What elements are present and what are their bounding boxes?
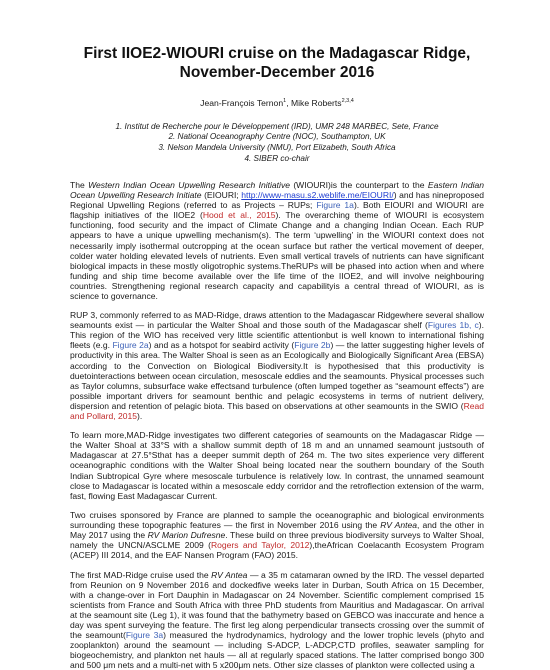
italic-text: RV Antea — [380, 520, 418, 531]
figure-reference-link[interactable]: Figure 2b — [294, 340, 331, 351]
paragraph-text: The — [70, 180, 89, 191]
author-list — [70, 96, 484, 109]
author-name: Jean-François Ternon — [200, 97, 284, 108]
author-name: Mike Roberts — [290, 97, 342, 108]
affiliation-item: 2. National Oceanography Centre (NOC), Southampton, UK — [168, 132, 386, 142]
paragraph — [70, 430, 484, 500]
affiliation-list — [70, 122, 484, 164]
paragraph-text: ) — the latter suggesting higher levels of productivity in this area. The Walter Shoal is seen as an Ecologically and Biologically Significant Area (EBSA) according to the Convection on Biological Biodiversity.It is hypothesised that this productivity is duetointeractions between ocean circulation, mesoscale eddies and the seamounts. Physical processes such as Taylor columns, subsurface wake effectsand turbulence (often lumped together as “seamount effects”) are possible important drivers for seamount benthic and pelagic ecosystems in terms of nutrient delivery, dispersion and retention of pelagic biota. This based on observations at other seamounts in the SWIO ( — [70, 340, 485, 411]
figure-reference-link[interactable]: Figure 2a — [112, 340, 149, 351]
paragraph — [70, 510, 484, 560]
figure-reference-link[interactable]: Figure 1a — [316, 200, 354, 211]
paragraph-text: ). This region of the WIO has received very little scientific attentionbut is well known to international fishing fleets (e.g. — [70, 320, 484, 351]
url-link[interactable]: http://www-masu.s2.weblife.me/EIOURI/ — [241, 190, 394, 201]
citation-link[interactable]: Read and Pollard, 2015 — [70, 400, 484, 421]
affiliation-item: 1. Institut de Recherche pour le Développement (IRD), UMR 248 MARBEC, Sete, France — [115, 121, 439, 131]
paragraph-text: (EIOURI; — [201, 190, 242, 201]
figure-reference-link[interactable]: Figure 3a — [125, 630, 164, 641]
paragraph-text: ) and has nineproposed Regional Upwelling Regions (referred to as Projects – RUPs; — [70, 190, 484, 211]
italic-text: RV Marion Dufresne — [147, 530, 226, 541]
body-text — [70, 180, 484, 670]
paragraph-text: RUP 3, commonly referred to as MAD-Ridge, draws attention to the Madagascar Ridgewhere several shallow seamounts exist — in particular the Walter Shoal and those south of the Madagascar shelf ( — [70, 310, 484, 331]
paragraph-text: ),theAfrican Coelacanth Ecosystem Program (ACEP) III 2014, and the EAF Nansen Program (FAO) 2015. — [70, 540, 484, 561]
title-line-2: November-December 2016 — [179, 64, 375, 81]
citation-link[interactable]: Rogers and Taylor, 2012 — [210, 540, 310, 551]
paragraph — [70, 570, 484, 670]
paragraph-text: ). Both EIOURI and WIOURI are flagship initiatives of the IIOE2 ( — [70, 200, 484, 221]
italic-text: RV Antea — [211, 569, 248, 580]
paper-title — [70, 0, 484, 82]
italic-text: Western Indian Ocean Upwelling Research Initiative — [88, 180, 290, 191]
figure-reference-link[interactable]: Figures 1b, c — [427, 320, 479, 331]
paragraph-text: ) and as a hotspot for seabird activity ( — [148, 340, 295, 351]
paragraph-text: ). — [137, 410, 143, 421]
paragraph — [70, 180, 484, 301]
paragraph-text: , and the other in May 2017 using the — [70, 520, 484, 541]
paragraph-text: Two cruises sponsored by France are planned to sample the oceanographic and biological environments surrounding these topographic features — the first in November 2016 using the — [70, 510, 484, 531]
affiliation-item: 3. Nelson Mandela University (NMU), Port Elizabeth, South Africa — [158, 143, 396, 153]
paragraph-text: The first MAD-Ridge cruise used the — [70, 569, 212, 580]
citation-link[interactable]: Hood et al., 2015 — [202, 210, 276, 221]
italic-text: Eastern Indian Ocean Upwelling Research Initiate — [70, 180, 485, 201]
paragraph-text: — a 35 m catamaran owned by the IRD. The vessel departed from Reunion on 9 November 2016 and dockedfive weeks later in Durban, South Africa on 15 December, with a change-over in Fort Dauphin in Madagascar on 24 November. Scientific complement comprised 15 scientists from France and South Africa with three PhD students from Mauritius and Madagascar. On arrival at the seamount site (Leg 1), it was found that the bathymetry based on GEBCO was inaccurate and hence a day was spent surveying the feature. The first leg along perpendicular transects crossing over the summit of the seamount( — [70, 569, 484, 641]
author-affiliation-mark: 1 — [283, 98, 287, 104]
affiliation-item: 4. SIBER co-chair — [244, 153, 310, 163]
paragraph — [70, 310, 484, 421]
paragraph-text: ). The overarching theme of WIOURI is ecosystem functioning, food security and the impact of Climate Change and a changing Indian Ocean. Each RUP appears to have a unique upwelling mechanism(s). The term ‘upwelling’ in the WIOURI context does not necessarily imply isothermal outcropping at the ocean surface but rather the vertical movement of deeper, colder water holding elevated levels of nutrients. Even small vertical travels of nutrients can have significant biological impacts in these mostly oligotrophic systems.TheRUPs will be phased into action when and where funding and ship time become available over the life time of the IIOE2, and will involve neighbouring countries. Strengthening regional research capacity and capabilityis a central thread of WIOURI, as is science to governance. — [70, 210, 484, 301]
paragraph-text: ) measured the hydrodynamics, hydrology and the lower trophic levels (phyto and zooplankton) around the seamount — including S-ADCP, L-ADCP,CTD profiles, seawater sampling for biogeochemistry, and plankton net hauls — all at regularly spaced stations. The latter comprised bongo 300 and 500 μm nets and a multi-net with 5 x200μm nets. Other size classes of plankton were collected using a — [70, 630, 484, 670]
author-separator: , — [286, 97, 291, 108]
title-line-1: First IIOE2-WIOURI cruise on the Madagascar Ridge, — [83, 45, 471, 62]
paragraph-text: To learn more,MAD-Ridge investigates two different categories of seamounts on the Madagascar Ridge — the Walter Shoal at 33°S with a shallow summit depth of 18 m and an unnamed seamount justsouth of Madagascar at 27.5°Sthat has a deeper summit depth of 264 m. The two sites experience very different oceanographic conditions with the Walter Shoal being located near the southern boundary of the South Indian Subtropical Gyre where mesoscale turbulence is relatively low. In contrast, the unnamed seamount close to Madagascar is located within a mesoscale eddy corridor and the retroflection extension of the warm, fast, flowing East Madagascar Current. — [70, 430, 484, 501]
author-affiliation-mark: 2,3,4 — [341, 98, 354, 104]
paragraph-text: . These build on three previous biodiversity surveys to Walter Shoal, namely the UNCN/ASCLME 2009 ( — [70, 530, 484, 551]
paragraph-text: (WIOURI)is the counterpart to the — [289, 180, 428, 191]
